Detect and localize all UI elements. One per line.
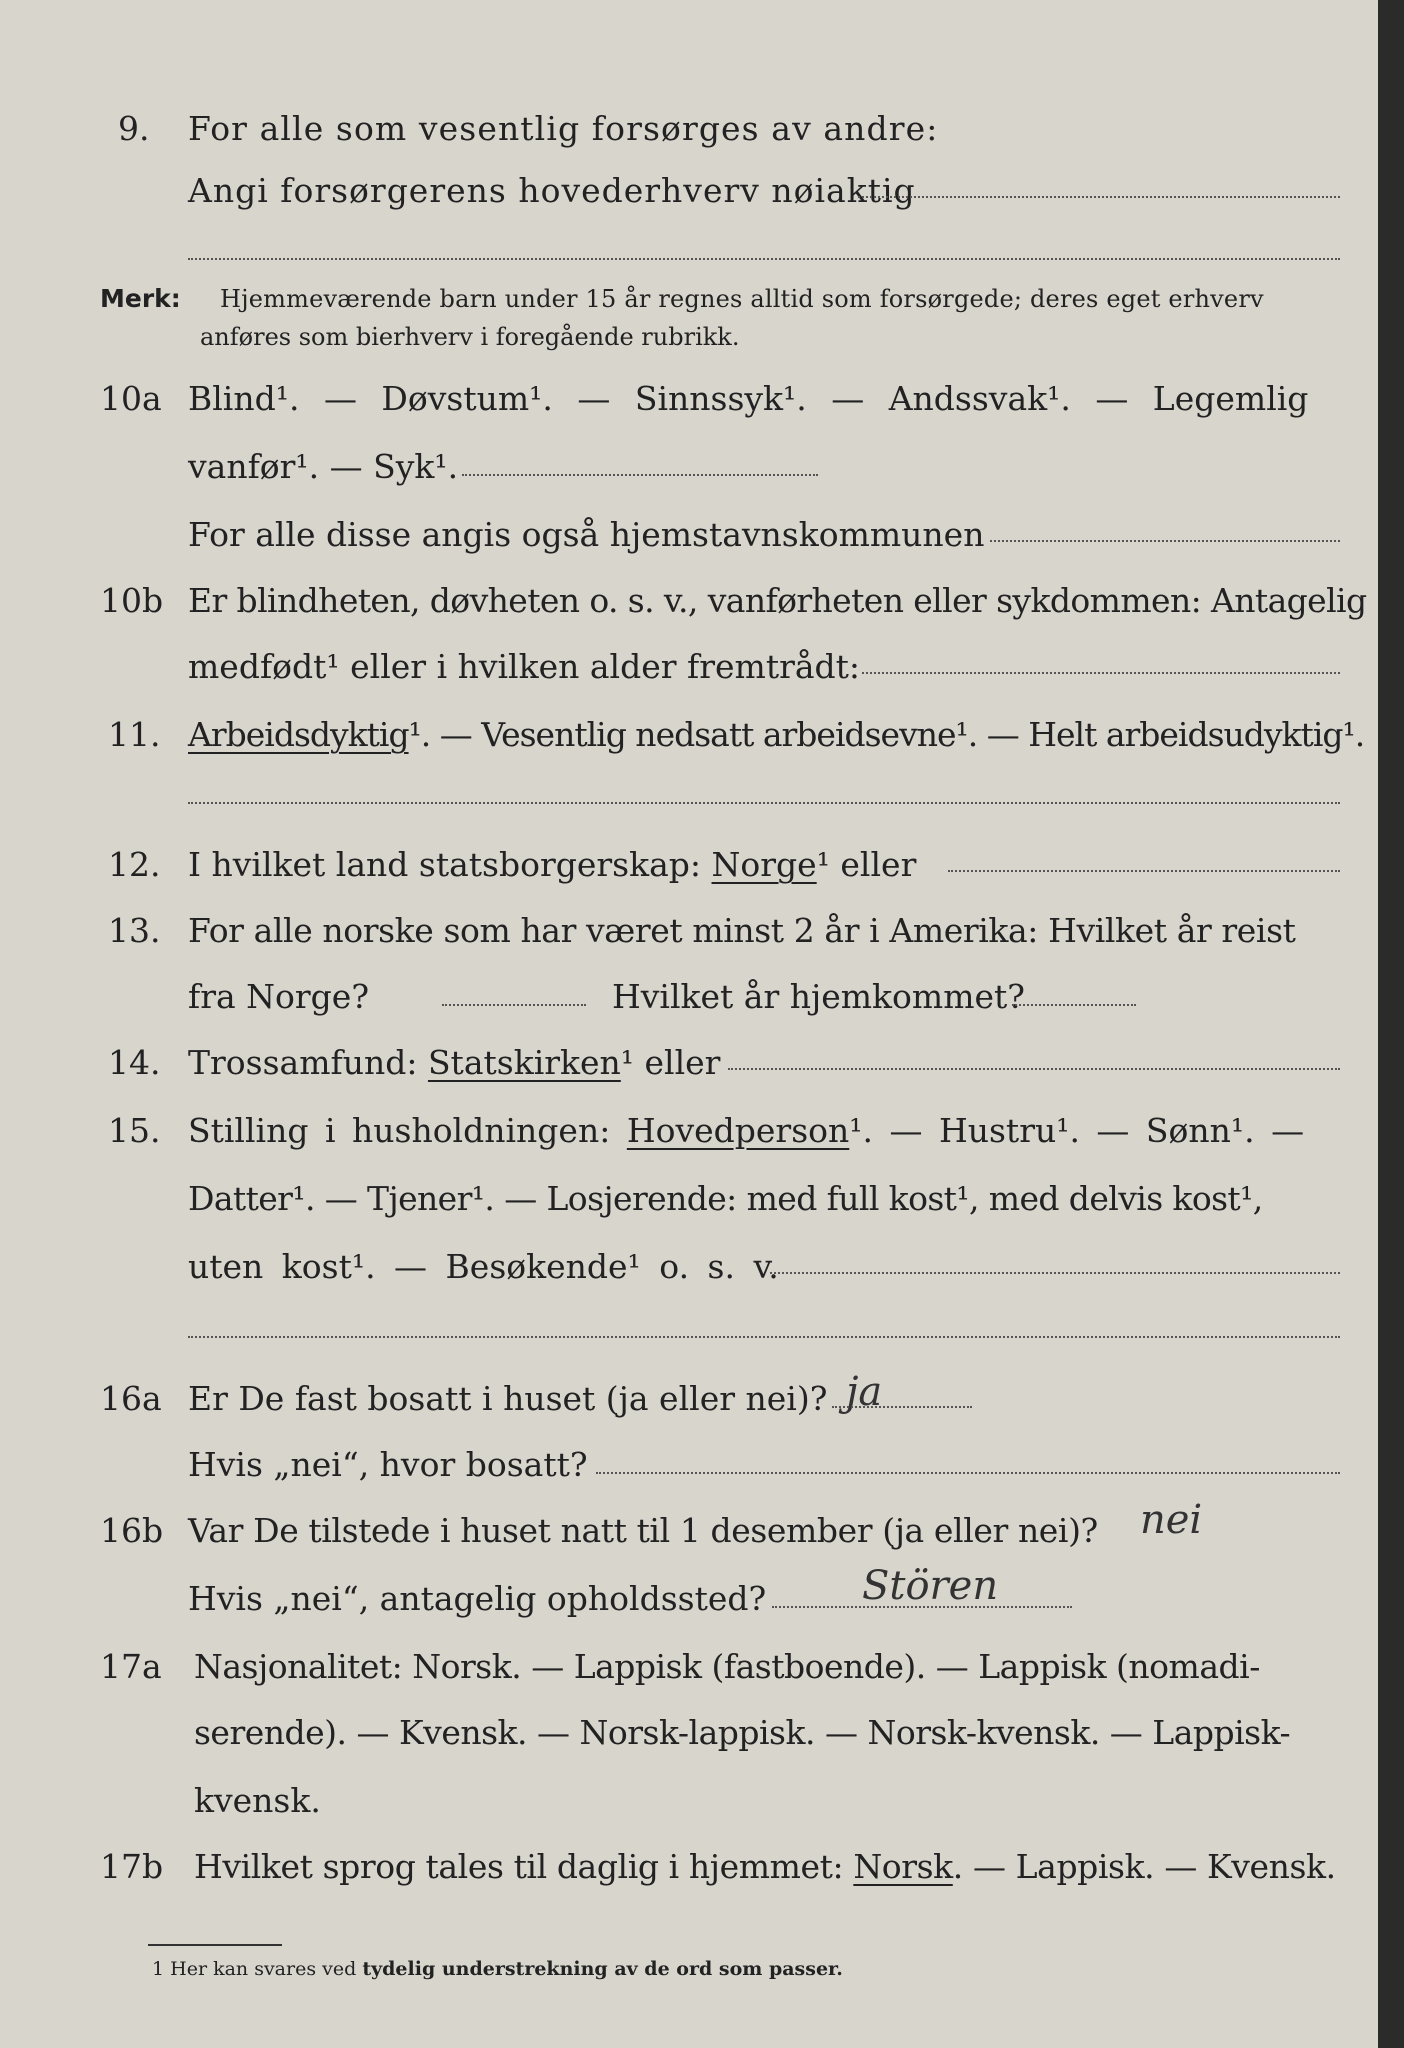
q15-answer-line-2[interactable] (188, 1336, 1340, 1338)
q16a-answer-line[interactable] (832, 1406, 972, 1408)
q14-line: Trossamfund: Statskirken¹ eller (188, 1043, 721, 1082)
q9-line2: Angi forsørgerens hovederhverv nøiaktig (188, 171, 916, 210)
q16a-line2: Hvis „nei“, hvor bosatt? (188, 1445, 588, 1484)
footnote: 1 Her kan svares ved tydelig understrekning av de ord som passer. (152, 1958, 843, 1980)
q10b-answer-line[interactable] (862, 672, 1340, 674)
q12-line: I hvilket land statsborgerskap: Norge¹ eller (188, 845, 917, 884)
q14-answer-line[interactable] (728, 1068, 1340, 1070)
q14-selected-option[interactable]: Statskirken (427, 1043, 621, 1082)
merk-line1: Hjemmeværende barn under 15 år regnes alltid som forsørgede; deres eget erhverv (220, 285, 1264, 313)
q13-line2a: fra Norge? (188, 977, 370, 1016)
footnote-rule (148, 1944, 282, 1946)
merk-line2: anføres som bierhverv i foregående rubrikk. (200, 323, 740, 351)
q10a-line3: For alle disse angis også hjemstavnskommunen (188, 515, 985, 554)
q11-selected-option[interactable]: Arbeidsdyktig (188, 715, 409, 754)
q13-number: 13. (108, 911, 161, 950)
q15-line2: Datter¹. — Tjener¹. — Losjerende: med full kost¹, med delvis kost¹, (188, 1179, 1263, 1218)
q9-number: 9. (118, 109, 150, 148)
q12-selected-option[interactable]: Norge (711, 845, 817, 884)
q11-line: Arbeidsdyktig¹. — Vesentlig nedsatt arbeidsevne¹. — Helt arbeidsudyktig¹. (188, 715, 1365, 754)
q12-answer-line[interactable] (948, 870, 1340, 872)
q16b-line2: Hvis „nei“, antagelig opholdssted? (188, 1579, 767, 1618)
q17a-line2: serende). — Kvensk. — Norsk-lappisk. — Norsk-kvensk. — Lappisk- (194, 1713, 1291, 1752)
q16b-handwritten-location[interactable]: Stören (862, 1563, 999, 1609)
q14-number: 14. (108, 1043, 161, 1082)
q9-line1: For alle som vesentlig forsørges av andre: (188, 109, 939, 148)
q16b-line1: Var De tilstede i huset natt til 1 desember (ja eller nei)? (188, 1511, 1098, 1550)
merk-label: Merk: (100, 284, 181, 313)
q10b-line1: Er blindheten, døvheten o. s. v., vanførheten eller sykdommen: Antagelig (188, 581, 1367, 620)
q16b-handwritten-answer[interactable]: nei (1140, 1497, 1203, 1543)
q16a-handwritten-answer[interactable]: ja (846, 1369, 883, 1415)
q10b-number: 10b (100, 581, 164, 620)
q17b-number: 17b (100, 1847, 164, 1886)
q10a-answer-line[interactable] (462, 474, 818, 476)
q15-answer-line[interactable] (770, 1272, 1340, 1274)
q13-departure-year-line[interactable] (442, 1004, 586, 1006)
q15-number: 15. (108, 1111, 161, 1150)
q13-line2b: Hvilket år hjemkommet? (612, 977, 1025, 1016)
q10a-line2: vanfør¹. — Syk¹. (188, 447, 459, 486)
q13-return-year-line[interactable] (1012, 1004, 1136, 1006)
q12-number: 12. (108, 845, 161, 884)
q10a-hometown-line[interactable] (990, 540, 1340, 542)
q15-selected-option[interactable]: Hovedperson (626, 1111, 850, 1150)
q17a-line3: kvensk. (194, 1781, 321, 1820)
q11-number: 11. (108, 715, 161, 754)
scan-edge (1378, 0, 1404, 2048)
q17b-selected-option[interactable]: Norsk (853, 1847, 953, 1886)
q16a-number: 16a (100, 1379, 162, 1418)
q17a-number: 17a (100, 1647, 162, 1686)
q15-line1: Stilling i husholdningen: Hovedperson¹. — Hustru¹. — Sønn¹. — (188, 1111, 1305, 1150)
q17a-line1: Nasjonalitet: Norsk. — Lappisk (fastboende). — Lappisk (nomadi- (194, 1647, 1260, 1686)
q16a-residence-line[interactable] (596, 1472, 1340, 1474)
q9-answer-line-2[interactable] (188, 258, 1340, 260)
q13-line1: For alle norske som har været minst 2 år i Amerika: Hvilket år reist (188, 911, 1296, 950)
q16b-number: 16b (100, 1511, 164, 1550)
q9-answer-line[interactable] (858, 196, 1340, 198)
q10b-line2: medfødt¹ eller i hvilken alder fremtrådt: (188, 647, 861, 686)
q10a-number: 10a (100, 379, 162, 418)
q16a-line1: Er De fast bosatt i huset (ja eller nei)? (188, 1379, 828, 1418)
q17b-line: Hvilket sprog tales til daglig i hjemmet: Norsk. — Lappisk. — Kvensk. (194, 1847, 1336, 1886)
q10a-line1: Blind¹. — Døvstum¹. — Sinnssyk¹. — Andssvak¹. — Legemlig (188, 379, 1309, 418)
q15-line3: uten kost¹. — Besøkende¹ o. s. v. (188, 1247, 779, 1286)
q11-answer-line[interactable] (188, 802, 1340, 804)
